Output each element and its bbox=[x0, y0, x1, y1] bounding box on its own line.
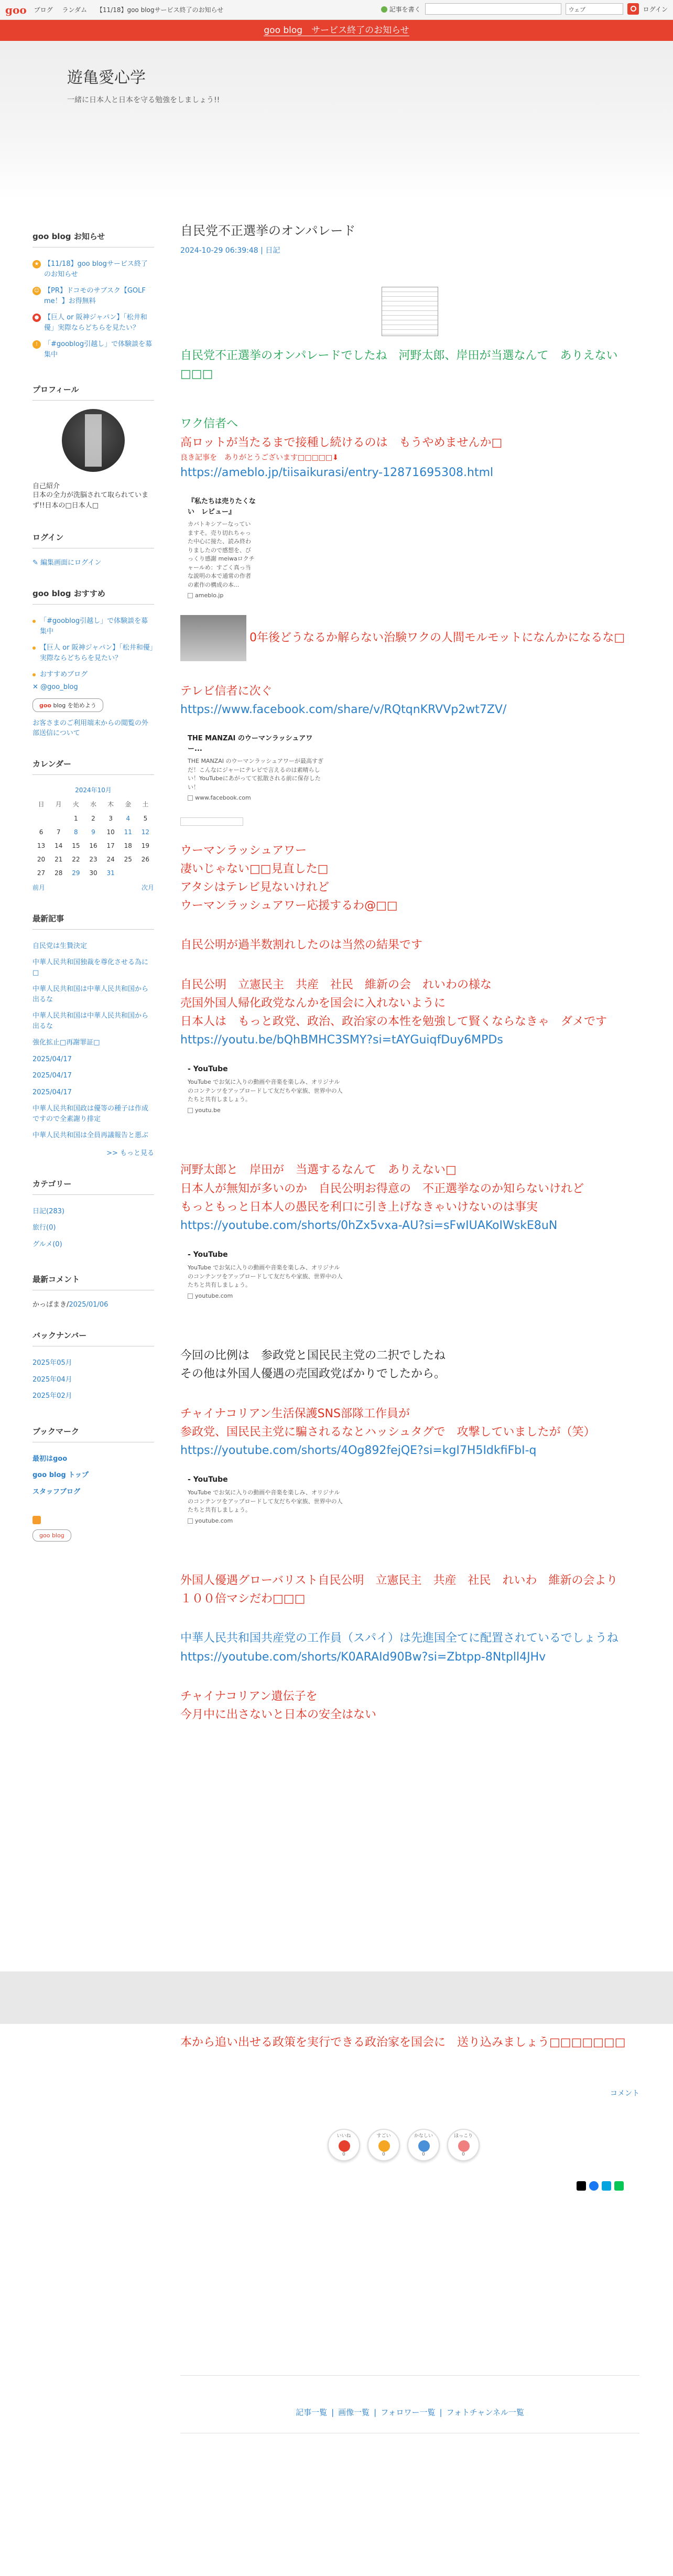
reaction-buttons bbox=[328, 2129, 480, 2161]
top-right bbox=[381, 3, 668, 15]
post-text: 日本人が無知が多いのか 自民公明お得意の 不正選挙なのか知らないけれど bbox=[180, 1182, 584, 1195]
recent-post-link[interactable]: 中華人民共和国は全員再議報告と悪ぶ bbox=[32, 1131, 149, 1139]
calendar-day: 26 bbox=[141, 855, 150, 863]
hatena-icon[interactable] bbox=[602, 2181, 611, 2191]
login-heading: ログイン bbox=[32, 532, 154, 548]
recommend-heading: goo blog おすすめ bbox=[32, 588, 154, 605]
card-url: ameblo.jp bbox=[188, 591, 256, 600]
post-text bbox=[180, 615, 639, 661]
recent-post-link[interactable]: 中華人民共和国は中華人民共和国から出るな bbox=[32, 1012, 149, 1030]
next-month-link[interactable]: 次月 bbox=[141, 883, 154, 891]
recommend-item[interactable]: 【巨人 or 阪神ジャパン】「松井和優」実際ならどちらを見たい？ bbox=[32, 640, 154, 666]
post-link[interactable]: https://ameblo.jp/tiisaikurasi/entry-12871695308.html bbox=[180, 466, 494, 480]
post-text: チャイナコリアン生活保護SNS部隊工作員が bbox=[180, 1407, 410, 1420]
calendar-day[interactable]: 8 bbox=[74, 828, 78, 836]
wow-icon bbox=[378, 2140, 390, 2152]
notice-label[interactable]: 「#gooblog引越し」で体験談を募集中 bbox=[44, 340, 153, 359]
card-desc: カバトキシアーなっていますそ。売り切れちゃった中心に接た、読み終わりましたので感想を、びっくり感謝 meiwaロクチャールめ：すごく真っ当な説明の本で通常の作者の素作の構成の本... bbox=[188, 521, 255, 588]
recommend-section bbox=[32, 588, 154, 737]
recent-post-link[interactable]: 2025/04/17 bbox=[32, 1055, 72, 1063]
share-buttons bbox=[577, 2181, 624, 2191]
profile-section bbox=[32, 384, 154, 511]
post-text: 自民公明 立憲民主 共産 社民 維新の会 れいわの様な bbox=[180, 978, 492, 991]
post-text: テレビ信者に次ぐ bbox=[180, 684, 273, 698]
category-link[interactable]: 旅行(0) bbox=[32, 1224, 56, 1232]
post-text: 凄いじゃない□□見直した□ bbox=[180, 862, 329, 876]
calendar-nav bbox=[32, 883, 154, 892]
recent-post-link[interactable]: 強化拡止□再謝罪証□ bbox=[32, 1039, 100, 1047]
category-link[interactable]: グルメ(0) bbox=[32, 1240, 62, 1248]
nav-notice[interactable]: 【11/18】goo blogサービス終了のお知らせ bbox=[96, 6, 224, 14]
face-icon: ● bbox=[32, 314, 41, 322]
calendar-day bbox=[32, 812, 50, 825]
goo-logo[interactable]: goo bbox=[5, 3, 27, 16]
calendar-day: 28 bbox=[55, 869, 63, 877]
recent-post-link[interactable]: 中華人民共和国政は優等の種子は作成ですので全素謝り排定 bbox=[32, 1105, 149, 1123]
youtube-card[interactable] bbox=[188, 1064, 345, 1115]
login-button[interactable]: ログイン bbox=[643, 5, 668, 13]
post-text-span: 0年後どうなるか解らない治験ワクの人間モルモットになんかになるな□ bbox=[249, 631, 625, 644]
notice-item[interactable] bbox=[32, 309, 154, 336]
badge-prefix: goo bbox=[39, 702, 51, 709]
weekday: 水 bbox=[90, 800, 96, 808]
prev-month-link[interactable]: 前月 bbox=[32, 883, 46, 891]
post-meta: 2024-10-29 06:39:48 | 日記 bbox=[180, 246, 280, 255]
goo-blog-footer-badge[interactable]: goo blog bbox=[32, 1529, 71, 1542]
nav-random[interactable]: ランダム bbox=[62, 6, 88, 14]
post-text: 参政党、国民民主党に騙されるなとハッシュタグで 攻撃していましたが（笑） bbox=[180, 1425, 595, 1439]
reaction-warm-button[interactable] bbox=[447, 2129, 480, 2161]
recent-post-link[interactable]: 自民党は生贄決定 bbox=[32, 942, 88, 950]
edit-login-link[interactable] bbox=[32, 557, 154, 567]
recent-post-link[interactable]: 2025/04/17 bbox=[32, 1088, 72, 1096]
badge-suffix: blog を始めよう bbox=[53, 702, 96, 709]
weekday: 日 bbox=[38, 800, 45, 808]
card-desc: YouTube でお気に入りの動画や音楽を楽しみ、オリジナルのコンテンツをアップロードして友だちや家族、世界中の人たちと共有しましょう。 bbox=[188, 1489, 343, 1514]
card-desc: YouTube でお気に入りの動画や音楽を楽しみ、オリジナルのコンテンツをアップロードして友だちや家族、世界中の人たちと共有しましょう。 bbox=[188, 1264, 343, 1289]
post-text: 今回の比例は 参政党と国民民主党の二択でしたね bbox=[180, 1349, 446, 1363]
calendar-day bbox=[50, 812, 67, 825]
post-link[interactable]: https://youtube.com/shorts/0hZx5vxa-AU?si=sFwIUAKoIWskE8uN bbox=[180, 1219, 558, 1232]
bookmark-heading: ブックマーク bbox=[32, 1426, 154, 1442]
x-icon: ✕ bbox=[32, 683, 41, 691]
calendar-day: 27 bbox=[37, 869, 46, 877]
post-image[interactable] bbox=[382, 287, 438, 336]
post-text: その他は外国人優遇の売国政党ばかりでしたから。 bbox=[180, 1367, 446, 1381]
account-label[interactable]: @goo_blog bbox=[40, 683, 78, 691]
notice-item[interactable] bbox=[32, 256, 154, 283]
sad-icon bbox=[418, 2140, 430, 2152]
recent-post-link[interactable]: 2025/04/17 bbox=[32, 1072, 72, 1080]
card-desc: YouTube でお気に入りの動画や音楽を楽しみ、オリジナルのコンテンツをアップロードして友だちや家族、世界中の人たちと共有しましょう。 bbox=[188, 1079, 343, 1103]
backnumber-section bbox=[32, 1330, 154, 1405]
calendar-day: 17 bbox=[106, 842, 115, 849]
calendar-day: 25 bbox=[124, 855, 132, 863]
backnumber-heading: バックナンバー bbox=[32, 1330, 154, 1346]
calendar-section bbox=[32, 758, 154, 892]
post-tail bbox=[180, 2033, 639, 2052]
reaction-label: ほっこり bbox=[453, 2133, 473, 2139]
post-category[interactable]: 日記 bbox=[265, 246, 280, 255]
post-text: 中華人民共和国共産党の工作員（スパイ）は先進国全てに配置されているでしょうね bbox=[180, 1632, 618, 1645]
calendar bbox=[32, 783, 154, 880]
search-input[interactable] bbox=[425, 3, 561, 15]
top-bar bbox=[0, 0, 673, 20]
profile-heading: プロフィール bbox=[32, 384, 154, 401]
recent-posts-section bbox=[32, 913, 154, 1157]
sep: | bbox=[374, 2408, 377, 2417]
reaction-like-button[interactable] bbox=[328, 2129, 360, 2161]
login-section bbox=[32, 532, 154, 567]
card-url: youtu.be bbox=[188, 1106, 345, 1115]
x-icon[interactable] bbox=[577, 2181, 586, 2191]
weekday: 火 bbox=[72, 800, 79, 808]
comment-link[interactable]: コメント bbox=[610, 2089, 639, 2098]
category-section bbox=[32, 1178, 154, 1253]
rss-icon[interactable] bbox=[32, 1516, 41, 1524]
reaction-label: すごい bbox=[376, 2133, 391, 2139]
calendar-day: 3 bbox=[108, 814, 113, 822]
avatar[interactable] bbox=[62, 409, 125, 472]
bookmark-link[interactable]: スタッフブログ bbox=[32, 1488, 81, 1496]
search-icon[interactable] bbox=[627, 3, 639, 15]
calendar-month[interactable]: 2024年10月 bbox=[75, 786, 112, 794]
blog-header bbox=[0, 41, 673, 199]
recommend-item[interactable]: おすすめブログ bbox=[32, 666, 154, 683]
weekday: 土 bbox=[142, 800, 149, 808]
smile-icon bbox=[458, 2140, 470, 2152]
post-text: チャイナコリアン遺伝子を bbox=[180, 1689, 318, 1703]
calendar-day[interactable]: 31 bbox=[106, 869, 115, 877]
backnumber-link[interactable]: 2025年02月 bbox=[32, 1392, 72, 1400]
post-link[interactable]: https://youtube.com/shorts/K0ARAId90Bw?si=Zbtpp-8Ntpll4JHv bbox=[180, 1650, 546, 1664]
blog-title[interactable]: 遊亀愛心学 bbox=[67, 69, 146, 87]
line-icon[interactable] bbox=[614, 2181, 624, 2191]
divider bbox=[180, 2375, 639, 2376]
post-text: ウーマンラッシュアワー応援するわ@□□ bbox=[180, 899, 398, 913]
youtube-card[interactable] bbox=[188, 1474, 345, 1525]
recommend-item[interactable]: 「#gooblog引越し」で体験談を募集中 bbox=[32, 613, 154, 640]
notice-label[interactable]: 【巨人 or 阪神ジャパン】「松井和優」実際ならどちらを見たい？ bbox=[44, 314, 147, 332]
card-title: THE MANZAI のウーマンラッシュアワー... bbox=[188, 735, 313, 753]
youtube-card[interactable] bbox=[188, 1249, 345, 1300]
comments-heading: 最新コメント bbox=[32, 1274, 154, 1290]
card-title: - YouTube bbox=[188, 1251, 228, 1259]
post-link[interactable]: https://youtu.be/bQhBMHC3SMY?si=tAYGuiqfDuy6MPDs bbox=[180, 1033, 503, 1047]
post-text: １００倍マシだわ□□□ bbox=[180, 1592, 306, 1606]
card-url: www.facebook.com bbox=[188, 794, 324, 803]
photo-channel-link[interactable]: フォトチャンネル一覧 bbox=[446, 2408, 524, 2417]
recent-heading: 最新記事 bbox=[32, 913, 154, 930]
sep: | bbox=[331, 2408, 334, 2417]
calendar-day: 20 bbox=[37, 855, 46, 863]
calendar-day[interactable]: 29 bbox=[72, 869, 80, 877]
write-post-button[interactable]: 記事を書く bbox=[381, 5, 421, 14]
weekday: 木 bbox=[107, 800, 114, 808]
reaction-label: かなしい bbox=[414, 2133, 433, 2139]
calendar-day[interactable]: 9 bbox=[91, 828, 95, 836]
heart-icon bbox=[339, 2140, 350, 2152]
calendar-day[interactable]: 4 bbox=[126, 814, 131, 822]
post-link[interactable]: https://youtube.com/shorts/4Og892fejQE?si=kgI7H5IdkfiFbI-q bbox=[180, 1443, 537, 1457]
post-link[interactable]: https://www.facebook.com/share/v/RQtqnKRVVp2wt7ZV/ bbox=[180, 703, 507, 717]
service-end-banner[interactable] bbox=[0, 20, 673, 41]
blog-description: 一緒に日本人と日本を守る勉強をしましょう!! bbox=[67, 96, 220, 104]
link-card[interactable] bbox=[188, 497, 256, 600]
overlay-band bbox=[0, 1971, 673, 2024]
calendar-day: 14 bbox=[55, 842, 63, 849]
broken-image bbox=[180, 817, 243, 826]
post-text: 外国人優遇グローバリスト自民公明 立憲民主 共産 社民 れいわ 維新の会より bbox=[180, 1574, 618, 1588]
post-text: アタシはテレビ見ないけれど bbox=[180, 881, 330, 894]
footer-links bbox=[180, 2407, 639, 2418]
bookmark-section bbox=[32, 1426, 154, 1501]
calendar-day: 13 bbox=[37, 842, 46, 849]
comments-section bbox=[32, 1274, 154, 1309]
post-text: ウーマンラッシュアワー bbox=[180, 844, 307, 857]
bulb-icon: ! bbox=[32, 340, 41, 349]
recent-post-link[interactable]: 中華人民共和国独裁を尊化させる為に□ bbox=[32, 958, 149, 977]
feed-section bbox=[32, 1516, 154, 1547]
reaction-label: いいね bbox=[336, 2133, 351, 2139]
start-blog-badge[interactable] bbox=[32, 698, 103, 712]
calendar-day: 22 bbox=[72, 855, 80, 863]
recent-post-link[interactable]: 中華人民共和国は中華人民共和国から出るな bbox=[32, 985, 149, 1004]
post-date: 2024-10-29 06:39:48 bbox=[180, 246, 258, 255]
calendar-day: 6 bbox=[39, 828, 44, 836]
post-text: 河野太郎と 岸田が 当選するなんて ありえない□ bbox=[180, 1163, 457, 1177]
calendar-day: 1 bbox=[74, 814, 78, 822]
comment-entry: かっぱまき/2025/01/06 bbox=[32, 1301, 108, 1309]
notice-heading: goo blog お知らせ bbox=[32, 231, 154, 247]
profile-name: 自己紹介 bbox=[32, 482, 60, 490]
post-text: 高ロットが当たるまで接種し続けるのは もうやめませんか□ bbox=[180, 436, 503, 449]
post-text: もっともっと日本人の愚民を利口に引き上げなきゃいけないのは事実 bbox=[180, 1200, 538, 1214]
calendar-day[interactable]: 12 bbox=[141, 828, 150, 836]
notice-label[interactable]: 【11/18】goo blogサービス終了のお知らせ bbox=[44, 260, 148, 278]
edit-login-label[interactable]: 編集画面にログイン bbox=[40, 559, 102, 567]
card-url: youtube.com bbox=[188, 1292, 345, 1301]
card-title: - YouTube bbox=[188, 1475, 228, 1484]
followers-link[interactable]: フォロワー一覧 bbox=[381, 2408, 436, 2417]
post-title[interactable]: 自民党不正選挙のオンパレード bbox=[180, 223, 356, 238]
profile-description: 日本の全力が洗脳されて取られていまず!!日本の□日本人□ bbox=[32, 491, 149, 510]
reaction-great-button[interactable] bbox=[367, 2129, 400, 2161]
calendar-day: 23 bbox=[89, 855, 97, 863]
post-inline-image[interactable] bbox=[180, 615, 246, 661]
post-text: 本から追い出せる政策を実行できる政治家を国会に 送り込みましょう□□□□□□□ bbox=[180, 2036, 626, 2049]
calendar-heading: カレンダー bbox=[32, 758, 154, 775]
link-card[interactable] bbox=[188, 734, 324, 803]
facebook-icon[interactable] bbox=[589, 2181, 599, 2191]
search-scope-select[interactable]: ウェブ bbox=[566, 3, 623, 15]
calendar-day: 21 bbox=[55, 855, 63, 863]
card-title: 『私たちは売りたくない レビュー』 bbox=[188, 498, 256, 516]
top-nav bbox=[34, 5, 231, 14]
post-text: 日本人は もっと政党、政治、政治家の本性を勉強して賢くならなきゃ ダメです bbox=[180, 1015, 607, 1029]
goo-blog-account[interactable] bbox=[32, 683, 154, 691]
more-posts-link[interactable]: >> もっと見る bbox=[106, 1149, 154, 1157]
reaction-count: 0 bbox=[422, 2152, 425, 2157]
sep: | bbox=[439, 2408, 442, 2417]
reaction-count: 0 bbox=[462, 2152, 465, 2157]
bookmark-link[interactable]: goo blog トップ bbox=[32, 1471, 89, 1479]
post-text: 良き記事を ありがとうございます□□□□□⬇ bbox=[180, 453, 339, 462]
star-icon: ★ bbox=[32, 260, 41, 268]
calendar-day: 2 bbox=[91, 814, 95, 822]
smile-icon: ☺ bbox=[32, 287, 41, 295]
weekday: 月 bbox=[55, 800, 62, 808]
comment-date-link[interactable]: 2025/01/06 bbox=[69, 1301, 108, 1309]
all-images-link[interactable]: 画像一覧 bbox=[338, 2408, 370, 2417]
external-send-notice[interactable]: お客さまのご利用端末からの閲覧の外部送信について bbox=[32, 719, 149, 737]
reaction-sad-button[interactable] bbox=[407, 2129, 440, 2161]
notice-section bbox=[32, 231, 154, 363]
calendar-day: 16 bbox=[89, 842, 97, 849]
all-posts-link[interactable]: 記事一覧 bbox=[296, 2408, 328, 2417]
card-title: - YouTube bbox=[188, 1065, 228, 1074]
calendar-day bbox=[120, 866, 137, 880]
calendar-day: 30 bbox=[89, 869, 97, 877]
post-text: 自民公明が過半数割れしたのは当然の結果です bbox=[180, 939, 423, 952]
banner-text[interactable]: goo blog サービス終了のお知らせ bbox=[264, 25, 409, 36]
post-text: 自民党不正選挙のオンパレードでしたね 河野太郎、岸田が当選なんて ありえない□□□ bbox=[180, 349, 618, 381]
calendar-day: 24 bbox=[106, 855, 115, 863]
category-heading: カテゴリー bbox=[32, 1178, 154, 1195]
calendar-day: 15 bbox=[72, 842, 80, 849]
bookmark-link[interactable]: 最初はgoo bbox=[32, 1454, 68, 1463]
calendar-day[interactable]: 11 bbox=[124, 828, 132, 836]
post-text: ワク信者へ bbox=[180, 417, 238, 431]
calendar-day bbox=[137, 866, 154, 880]
notice-item[interactable] bbox=[32, 283, 154, 309]
card-url: youtube.com bbox=[188, 1517, 345, 1526]
category-link[interactable]: 日記(283) bbox=[32, 1207, 64, 1215]
calendar-day: 10 bbox=[106, 828, 115, 836]
calendar-day: 18 bbox=[124, 842, 132, 849]
post-text: 今月中に出さないと日本の安全はない bbox=[180, 1708, 377, 1722]
sidebar bbox=[32, 231, 154, 1547]
notice-item[interactable] bbox=[32, 336, 154, 363]
calendar-day: 19 bbox=[141, 842, 150, 849]
pencil-icon: ✎ bbox=[32, 559, 41, 567]
backnumber-link[interactable]: 2025年04月 bbox=[32, 1375, 72, 1384]
calendar-day: 5 bbox=[143, 814, 148, 822]
nav-blog[interactable]: ブログ bbox=[34, 6, 53, 14]
card-desc: THE MANZAI のウーマンラッシュアワーが最高すぎだ！こんなにジャーにテレビで言えるのは素晴らしい！YouTubeにあがってて拡散される前に保存したい！ bbox=[188, 758, 324, 791]
main-content bbox=[180, 220, 639, 1724]
reaction-count: 0 bbox=[382, 2152, 385, 2157]
weekday: 金 bbox=[125, 800, 132, 808]
notice-label[interactable]: 【PR】ドコモのサブスク【GOLF me！】お得無料 bbox=[44, 287, 146, 305]
calendar-day: 7 bbox=[56, 828, 61, 836]
backnumber-link[interactable]: 2025年05月 bbox=[32, 1359, 72, 1367]
post-text: 売国外国人帰化政党なんかを国会に入れないように bbox=[180, 996, 446, 1010]
reaction-count: 0 bbox=[342, 2152, 345, 2157]
comment-author: かっぱまき bbox=[32, 1301, 67, 1309]
